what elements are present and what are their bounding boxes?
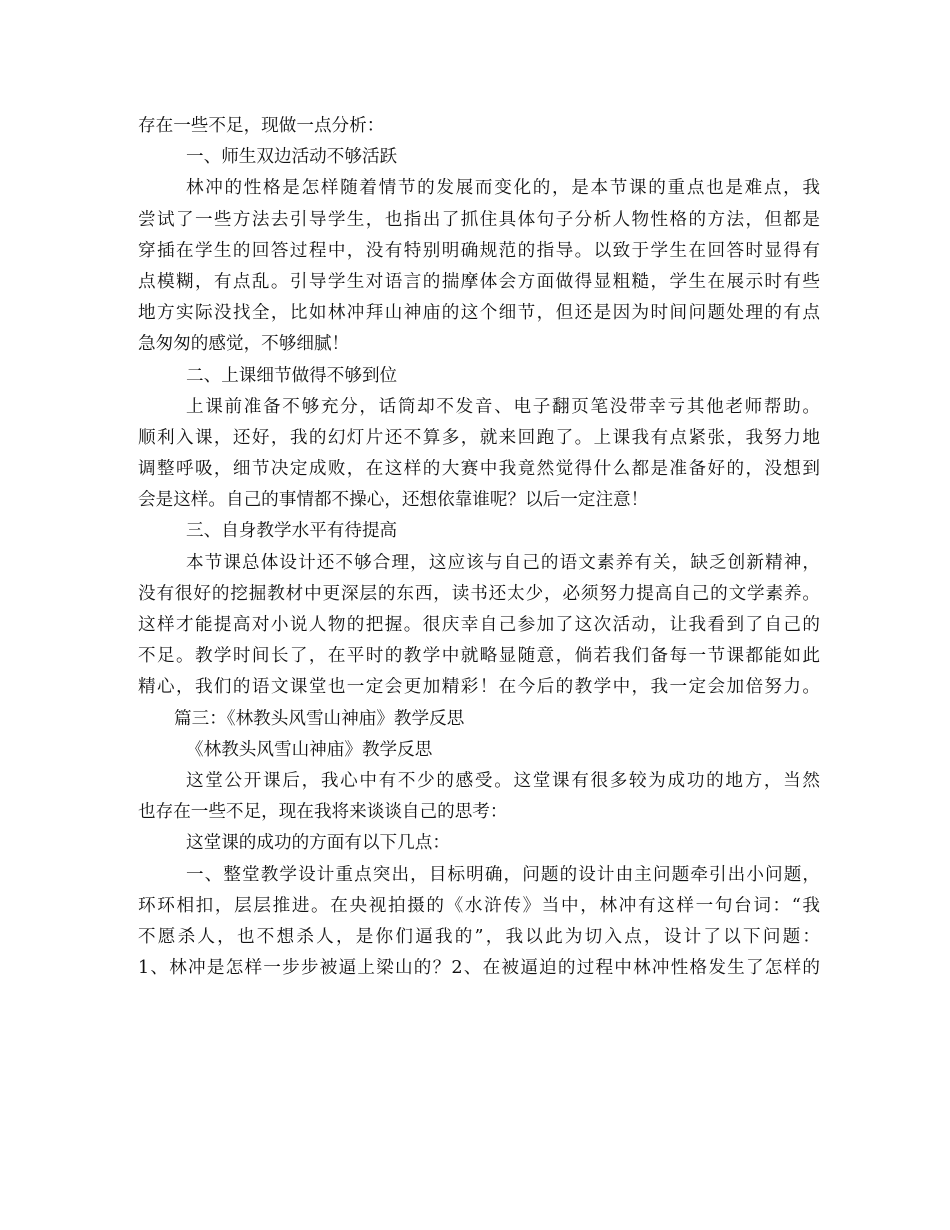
text-line: 尝试了一些方法去引导学生，也指出了抓住具体句子分析人物性格的方法，但都是	[138, 209, 820, 230]
text-line: 本节课总体设计还不够合理，这应该与自己的语文素养有关，缺乏创新精神，	[186, 552, 820, 573]
text-line: 环环相扣，层层推进。在央视拍摄的《水浒传》当中，林冲有这样一句台词：“我	[138, 895, 820, 916]
article-title: 篇三：《林教头风雪山神庙》教学反思	[174, 708, 465, 729]
text-line: 1、林冲是怎样一步步被逼上梁山的？2、在被逼迫的过程中林冲性格发生了怎样的	[138, 958, 820, 979]
text-line: 不愿杀人，也不想杀人，是你们逼我的”，我以此为切入点，设计了以下问题：	[138, 926, 820, 947]
text-line: 上课前准备不够充分，话筒却不发音、电子翻页笔没带幸亏其他老师帮助。	[186, 396, 820, 417]
text-line: 急匆匆的感觉，不够细腻！	[138, 334, 350, 355]
text-line: 一、整堂教学设计重点突出，目标明确，问题的设计由主问题牵引出小问题，	[186, 864, 820, 885]
document-page	[138, 111, 820, 984]
text-line: 顺利入课，还好，我的幻灯片还不算多，就来回跑了。上课我有点紧张，我努力地	[138, 427, 820, 448]
text-line: 穿插在学生的回答过程中，没有特别明确规范的指导。以致于学生在回答时显得有	[138, 240, 820, 261]
text-line: 点模糊，有点乱。引导学生对语言的揣摩体会方面做得显粗糙，学生在展示时有些	[138, 271, 820, 292]
article-subtitle: 《林教头风雪山神庙》教学反思	[186, 739, 433, 760]
text-line: 存在一些不足，现做一点分析：	[138, 116, 385, 136]
text-line: 也存在一些不足，现在我将来谈谈自己的思考：	[138, 802, 508, 823]
text-line: 地方实际没找全，比如林冲拜山神庙的这个细节，但还是因为时间问题处理的有点	[138, 303, 820, 324]
text-line: 林冲的性格是怎样随着情节的发展而变化的，是本节课的重点也是难点，我	[186, 178, 820, 199]
text-line: 调整呼吸，细节决定成败，在这样的大赛中我竟然觉得什么都是准备好的，没想到	[138, 459, 820, 480]
text-line: 不足。教学时间长了，在平时的教学中就略显随意，倘若我们备每一节课都能如此	[138, 646, 820, 667]
text-line: 精心，我们的语文课堂也一定会更加精彩！在今后的教学中，我一定会加倍努力。	[138, 677, 820, 698]
text-line: 这堂公开课后，我心中有不少的感受。这堂课有很多较为成功的地方，当然	[186, 770, 820, 791]
text-line: 会是这样。自己的事情都不操心，还想依靠谁呢？以后一定注意！	[138, 490, 649, 511]
text-line: 这堂课的成功的方面有以下几点：	[186, 833, 450, 854]
section-heading: 三、自身教学水平有待提高	[186, 521, 398, 542]
text-line: 这样才能提高对小说人物的把握。很庆幸自己参加了这次活动，让我看到了自己的	[138, 615, 820, 635]
section-heading: 二、上课细节做得不够到位	[186, 365, 398, 386]
text-line: 没有很好的挖掘教材中更深层的东西，读书还太少，必须努力提高自己的文学素养。	[138, 583, 820, 604]
section-heading: 一、师生双边活动不够活跃	[186, 147, 398, 168]
